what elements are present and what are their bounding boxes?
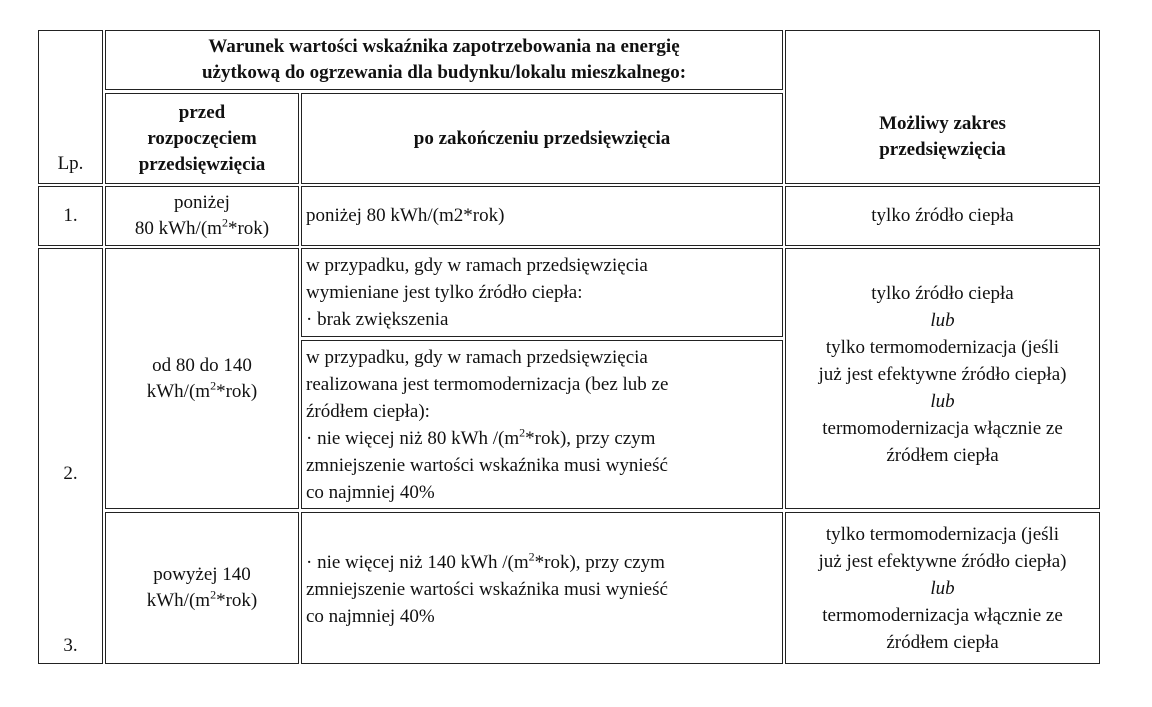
row2-lp-cell [38, 248, 103, 664]
row3-before-line-1: powyżej 140 [153, 564, 251, 585]
header-before-line-2: rozpoczęciem [147, 127, 257, 149]
row3-scope-cell [785, 512, 1100, 664]
row2-scope-line-1: tylko źródło ciepła [871, 283, 1014, 304]
row3-scope-line-5: źródłem ciepła [886, 631, 999, 653]
header-lp: Lp. [57, 153, 84, 174]
row2-scope-line-7: źródłem ciepła [886, 445, 999, 466]
row2-scope-line-3: tylko termomodernizacja (jeśli [825, 337, 1060, 358]
row1-lp-cell [38, 186, 103, 246]
row3-after-line-3: co najmniej 40% [306, 606, 435, 627]
row2-after-b-line-5: zmniejszenie wartości wskaźnika musi wynieść [306, 454, 668, 476]
row2-after-b-line-6: co najmniej 40% [306, 481, 435, 503]
row1-scope: tylko źródło ciepła [871, 205, 1014, 226]
header-lp-cell [38, 30, 103, 184]
header-condition-cell [105, 30, 783, 90]
row3-before-line-2: kWh/$(m^2*rok)$ [146, 587, 258, 611]
row2-after-b-cell [301, 340, 783, 509]
header-after: po zakończeniu przedsięwzięcia [413, 127, 671, 149]
row1-lp: 1. [63, 205, 78, 226]
row1-after-cell [301, 186, 783, 246]
row1-scope-cell [785, 186, 1100, 246]
row3-scope-line-1: tylko termomodernizacja (jeśli [825, 523, 1060, 545]
row1-before-cell [105, 186, 299, 246]
row2-scope-line-5: lub [930, 391, 955, 412]
row1-before-line-1: poniżej [174, 192, 230, 213]
row3-lp: 3. [63, 635, 78, 656]
row2-after-a-line-3: · brak zwiększenia [306, 309, 449, 330]
row2-after-b-line-3: źródłem ciepła): [306, 400, 430, 422]
header-scope-line-2: przedsięwzięcia [879, 139, 1006, 160]
row3-scope-line-3: lub [930, 577, 955, 599]
header-condition-line-2: użytkową do ogrzewania dla budynku/lokalu mieszkalnego: [201, 62, 687, 83]
header-before-cell [105, 93, 299, 184]
row3-scope-line-4: termomodernizacja włącznie ze [822, 604, 1063, 626]
row2-after-a-line-2: wymieniane jest tylko źródło ciepła: [306, 282, 583, 303]
row2-after-b-line-1: w przypadku, gdy w ramach przedsięwzięcia [306, 346, 648, 368]
row2-after-b-line-2: realizowana jest termomodernizacja (bez lub ze [306, 373, 669, 395]
row3-after-cell [301, 512, 783, 664]
row1-before-line-2: 80 kWh/$(m^2*rok)$ [134, 215, 270, 239]
header-condition-line-1: Warunek wartości wskaźnika zapotrzebowania na energię [208, 36, 680, 57]
header-after-cell [301, 93, 783, 184]
row2-scope-cell [785, 248, 1100, 509]
row3-scope-line-2: już jest efektywne źródło ciepła) [818, 550, 1067, 572]
row2-after-a-cell [301, 248, 783, 337]
row2-before-line-1: od 80 do 140 [152, 354, 252, 376]
row2-scope-line-4: już jest efektywne źródło ciepła) [818, 364, 1067, 385]
header-before-line-1: przed [178, 101, 226, 123]
header-scope-cell [785, 30, 1100, 184]
row2-after-a-line-1: w przypadku, gdy w ramach przedsięwzięcia [306, 255, 648, 276]
row1-after: poniżej 80 kWh/(m2*rok) [306, 205, 505, 226]
row2-before-line-2: kWh/$(m^2*rok)$ [146, 378, 258, 402]
row2-lp: 2. [63, 463, 78, 484]
row2-scope-line-6: termomodernizacja włącznie ze [822, 418, 1063, 439]
header-scope-line-1: Możliwy zakres [879, 113, 1006, 134]
header-before-line-3: przedsięwzięcia [138, 153, 266, 175]
row3-after-line-2: zmniejszenie wartości wskaźnika musi wynieść [306, 579, 668, 600]
row2-scope-line-2: lub [930, 310, 955, 331]
row2-before-cell [105, 248, 299, 509]
row3-before-cell [105, 512, 299, 664]
row3-after-line-1: · nie więcej niż 140 kWh $/(m^2*rok)$, przy czym [306, 549, 665, 573]
row2-after-b-line-4: · nie więcej niż 80 kWh $/(m^2*rok)$, przy czym [306, 425, 656, 449]
